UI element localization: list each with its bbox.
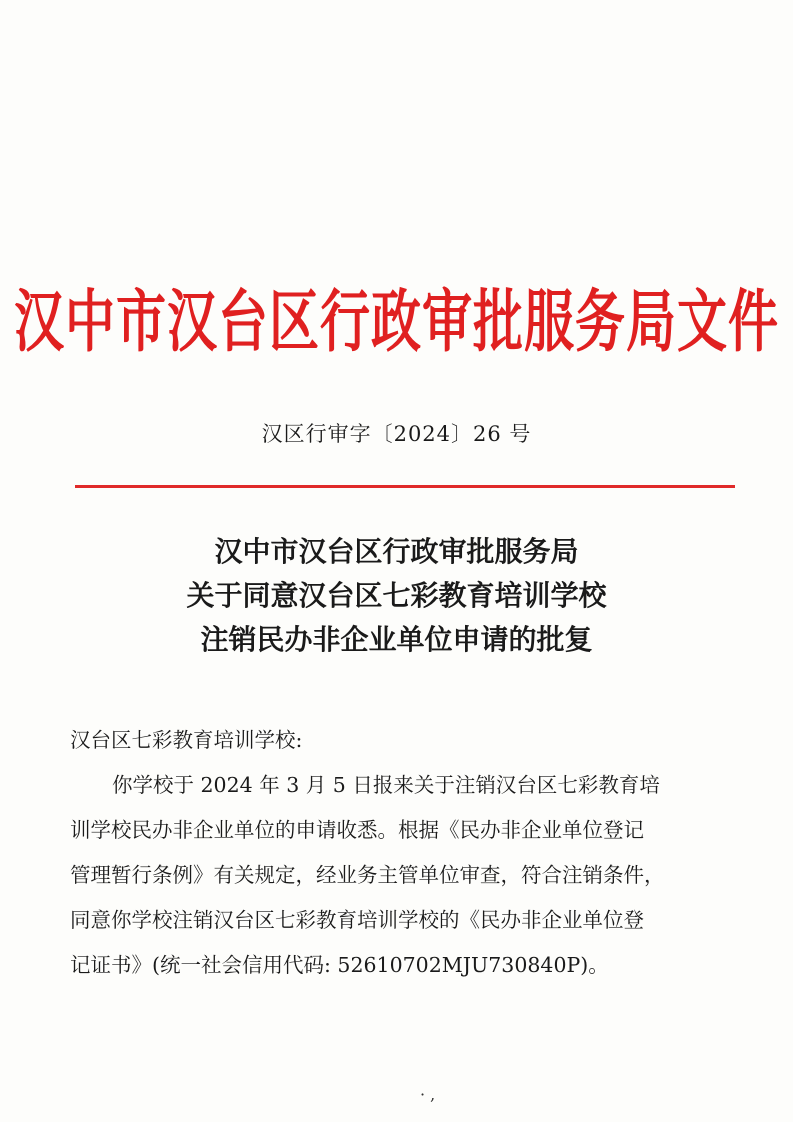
title-line: 关于同意汉台区七彩教育培训学校 <box>186 579 607 612</box>
document-number: 汉区行审字〔2024〕26 号 <box>261 422 532 446</box>
footer-mark: · , <box>420 1085 436 1104</box>
title-line: 汉中市汉台区行政审批服务局 <box>214 535 579 568</box>
document-masthead: 汉中市汉台区行政审批服务局文件 <box>14 282 779 362</box>
title-line: 注销民办非企业单位申请的批复 <box>200 623 593 656</box>
body-line: 训学校民办非企业单位的申请收悉。根据《民办非企业单位登记 <box>70 818 644 842</box>
salutation: 汉台区七彩教育培训学校: <box>70 728 303 752</box>
body-line: 同意你学校注销汉台区七彩教育培训学校的《民办非企业单位登 <box>70 908 644 932</box>
body-line: 记证书》(统一社会信用代码: 52610702MJU730840P)。 <box>70 953 609 977</box>
document-title <box>0 530 793 662</box>
body-line: 管理暂行条例》有关规定，经业务主管单位审查，符合注销条件， <box>70 863 665 887</box>
body-line: 你学校于 2024 年 3 月 5 日报来关于注销汉台区七彩教育培 <box>112 773 660 797</box>
document-body <box>70 718 740 988</box>
red-divider-line <box>75 485 735 488</box>
